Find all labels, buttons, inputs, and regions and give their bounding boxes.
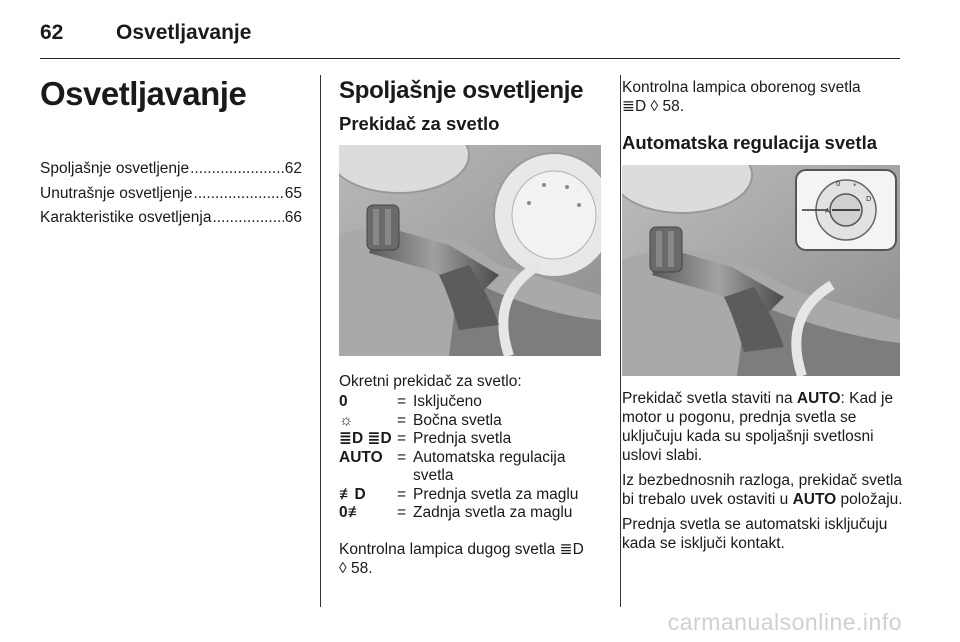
chapter-title: Osvetljavanje xyxy=(40,75,247,112)
column-auto-lighting xyxy=(622,72,904,553)
legend-row: 0≢ = Zadnja svetla za maglu xyxy=(339,504,573,521)
header-title: Osvetljavanje xyxy=(116,21,252,44)
toc-item[interactable]: Unutrašnje osvetljenje ..... 65 xyxy=(40,182,302,207)
auto-paragraph: Prekidač svetla staviti na AUTO: Kad je motor u pogonu, prednja svetla se uključuju kada su spoljašnji svetlosni uslovi slabi. xyxy=(622,390,894,464)
toc-item[interactable]: Karakteristike osvetljenja ..... 66 xyxy=(40,206,302,231)
column-divider xyxy=(620,75,621,607)
svg-text:D: D xyxy=(866,195,872,203)
page-reference-link[interactable]: ◊ 58. xyxy=(339,559,373,577)
page-number: 62 xyxy=(40,21,64,44)
legend-row: ≢D = Prednja svetla za maglu xyxy=(339,485,579,503)
auto-symbol: AUTO xyxy=(339,448,383,466)
figure-caption: Okretni prekidač za svetlo: xyxy=(339,373,522,390)
svg-text:0: 0 xyxy=(836,180,841,188)
legend-row: ≣D ≣D = Prednja svetla xyxy=(339,430,512,447)
rear-fog-light-icon: 0≢ xyxy=(339,504,364,521)
low-beam-note: Kontrolna lampica oborenog svetla ≣D ◊ 58. xyxy=(622,79,861,115)
svg-text:A: A xyxy=(825,207,830,215)
column-toc xyxy=(40,72,302,231)
safety-paragraph: Iz bezbednosnih razloga, prekidač svetla bi trebalo uvek ostaviti u AUTO položaju. xyxy=(622,472,903,508)
light-switch-photo xyxy=(339,145,601,356)
page-header xyxy=(40,18,251,48)
svg-text:*: * xyxy=(853,182,857,190)
subsection-title: Automatska regulacija svetla xyxy=(622,132,877,153)
legend-row: 0 = Isključeno xyxy=(339,393,482,410)
column-exterior-lighting xyxy=(339,72,603,578)
light-off-symbol: 0 xyxy=(339,393,348,410)
legend-row: ☼ = Bočna svetla xyxy=(339,411,502,429)
watermark: carmanualsonline.info xyxy=(667,609,902,635)
auto-light-switch-photo xyxy=(622,165,900,376)
headlight-icon: ≣D ≣D xyxy=(339,430,392,447)
subsection-title: Prekidač za svetlo xyxy=(339,113,500,134)
side-light-icon: ☼ xyxy=(339,411,354,429)
toc-item[interactable]: Spoljašnje osvetljenje ..... 62 xyxy=(40,157,302,182)
high-beam-note: Kontrolna lampica dugog svetla ≣D ◊ 58. xyxy=(339,540,584,577)
column-divider xyxy=(320,75,321,607)
header-rule xyxy=(40,58,900,59)
front-fog-light-icon: ≢D xyxy=(339,485,366,503)
legend-row: AUTO = Automatska regulacija svetla xyxy=(339,448,566,484)
ignition-off-paragraph: Prednja svetla se automatski isključuju kada se isključi kontakt. xyxy=(622,516,888,552)
section-title: Spoljašnje osvetljenje xyxy=(339,77,584,104)
page-reference-link[interactable]: ≣D ◊ 58. xyxy=(622,98,684,115)
